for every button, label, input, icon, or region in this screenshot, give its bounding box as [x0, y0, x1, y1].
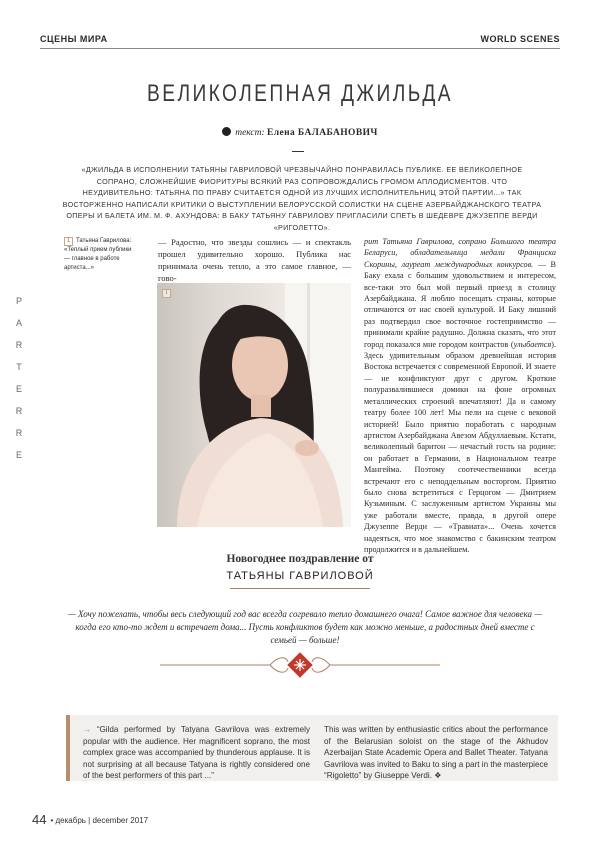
- speaker-intro: рит Татьяна Гаврилова, сопрано Большого театра Беларуси, обладательница медали Франциска Скорины, лауреат международных конкурсов.: [364, 237, 556, 269]
- portrait-illustration: [157, 283, 351, 527]
- section-title-en: WORLD SCENES: [480, 34, 560, 44]
- congrats-underline: [230, 588, 370, 589]
- side-label-letter: R: [15, 406, 23, 416]
- title-dash-divider: [292, 151, 304, 152]
- side-label-letter: A: [15, 318, 22, 328]
- english-summary-box: [66, 715, 558, 781]
- new-year-wish: — Хочу пожелать, чтобы весь следующий год вас всегда согревало тепло домашнего очага! Самое важное для человека — когда его кто-то ждет и встречает дома... Пусть конфликтов будет как можно меньше, а радостных дней вместе с семьей — больше!: [67, 609, 543, 645]
- author-bullet-icon: [222, 127, 231, 136]
- portrait-photo: [157, 283, 351, 527]
- byline-prefix: текст:: [235, 128, 265, 138]
- article-title: ВЕЛИКОЛЕПНАЯ ДЖИЛЬДА: [147, 80, 453, 107]
- english-summary-col1: [83, 724, 310, 782]
- side-label-letter: E: [15, 450, 22, 460]
- running-header: [40, 34, 560, 48]
- arrow-right-icon: →: [83, 725, 97, 734]
- congrats-heading: Новогоднее поздравление от: [226, 553, 374, 565]
- article-text-col2: [364, 236, 556, 555]
- snowflake-ornament-icon: [160, 650, 440, 680]
- stage-direction: улыбается: [513, 339, 552, 349]
- photo-number-badge: 1: [162, 289, 171, 298]
- english-summary-col2: This was written by enthusiastic critics about the performance of the Belarusian soloist on the stage of the Akhudov Azerbaijan State Academic Opera and Ballet Theater. Tatyana Gavrilova was invited to Baku to sing a part in the masterpiece “Rigoletto” by Giuseppe Verdi. ❖: [324, 725, 548, 780]
- issue-date: • декабрь | december 2017: [50, 816, 149, 825]
- lead-paragraph: «ДЖИЛЬДА В ИСПОЛНЕНИИ ТАТЬЯНЫ ГАВРИЛОВОЙ ЧРЕЗВЫЧАЙНО ПОНРАВИЛАСЬ ПУБЛИКЕ. ЕЕ ВЕЛИКОЛЕПНОЕ СОПРАНО, СЛОЖНЕЙШИЕ ФИОРИТУРЫ ВСЯКИЙ РАЗ СОПРОВОЖДАЛИСЬ ГРОМОМ АПЛОДИСМЕНТОВ. ЧТО НЕУДИВИТЕЛЬНО: ТАТЬЯНА ПО ПРАВУ СЧИТАЕТСЯ ОДНОЙ ИЗ ЛУЧШИХ ИСПОЛНИТЕЛЬНИЦ ЭТОЙ ПАРТИИ...» ТАК ВОСТОРЖЕННО НАПИСАЛИ КРИТИКИ О ВЫСТУПЛЕНИИ БЕЛОРУССКОЙ СОЛИСТКИ НА СЦЕНЕ АЗЕРБАЙДЖАНСКОГО ТЕАТРА ОПЕРЫ И БАЛЕТА ИМ. М. Ф. АХУНДОВА: В БАКУ ТАТЬЯНУ ГАВРИЛОВУ ПРИГЛАСИЛИ СПЕТЬ В ШЕДЕВРЕ ДЖУЗЕППЕ ВЕРДИ «РИГОЛЕТТО».: [62, 165, 542, 232]
- side-label-letter: R: [15, 428, 23, 438]
- section-title-ru: СЦЕНЫ МИРА: [40, 34, 108, 44]
- article-body-1: — В Баку ехала с большим удовольствием и интересом, все-таки это был мой первый приезд в столицу Азербайджана. Я люблю посещать страны, которые отличаются от нас своей культурой. И Баку лишний раз подтвердил свое восточное гостеприимство — принимали крайне радушно. Должна сказать, что этот город показался мне городом контрастов (: [364, 259, 556, 349]
- article-text-col1: — Радостно, что звезды сошлись — и спектакль прошел удивительно хорошо. Публика нас принимала очень тепло, а это самое главное, — гово-: [158, 237, 351, 283]
- side-label-letter: E: [15, 384, 22, 394]
- article-body-2: ). Здесь удивительным образом древнейшая история Востока встречается с современной Европой. И знаете — не конфликтуют друг с другом. Кроткие полуразвалившиеся домики на фоне огромных металлических строений впечатляют! Да и самому театру более 100 лет! Мы пели на сцене с вековой историей! Было приятно поработать с народным артистом Азербайджана Авезом Абдуллаевым. Кстати, великолепный баритон — нечастый гость на родине: он работает в Германии, в Национальном театре Мангейма. Поэтому соотечественники всегда встречают его с неподдельным восторгом. Приятно было снова встретиться с Герцогом — Дмитрием Кузьминым. С заслуженным артистом Украины мы уже работали вместе, правда, в другой опере Джузеппе Верди — «Травиата»... Очень хочется надеяться, что мое знакомство с бакинским театром продолжится и в дальнейшем.: [364, 339, 556, 554]
- header-divider: [40, 48, 560, 49]
- byline-author: Елена БАЛАБАНОВИЧ: [267, 128, 378, 138]
- page-footer: [32, 812, 148, 827]
- congrats-name: ТАТЬЯНЫ ГАВРИЛОВОЙ: [226, 570, 374, 582]
- side-section-label: [14, 290, 24, 466]
- page-number: 44: [32, 812, 47, 827]
- side-label-letter: T: [16, 362, 22, 372]
- english-text-1: “Gilda performed by Tatyana Gavrilova was extremely popular with the audience. Her magnificent soprano, the most complex grace was accompanied by thunderous applause. It is not surprising at all because Tatyana is rightly considered one of the best performers of this part ...”: [83, 725, 310, 780]
- caption-number-badge: 1: [64, 237, 73, 246]
- side-label-letter: P: [15, 296, 22, 306]
- photo-caption: [64, 237, 139, 273]
- english-box-accent-bar: [66, 715, 70, 781]
- side-label-letter: R: [15, 340, 23, 350]
- byline: [0, 127, 600, 138]
- caption-text: Татьяна Гаврилова: «Теплый прием публики — главное в работе артиста...»: [64, 238, 132, 271]
